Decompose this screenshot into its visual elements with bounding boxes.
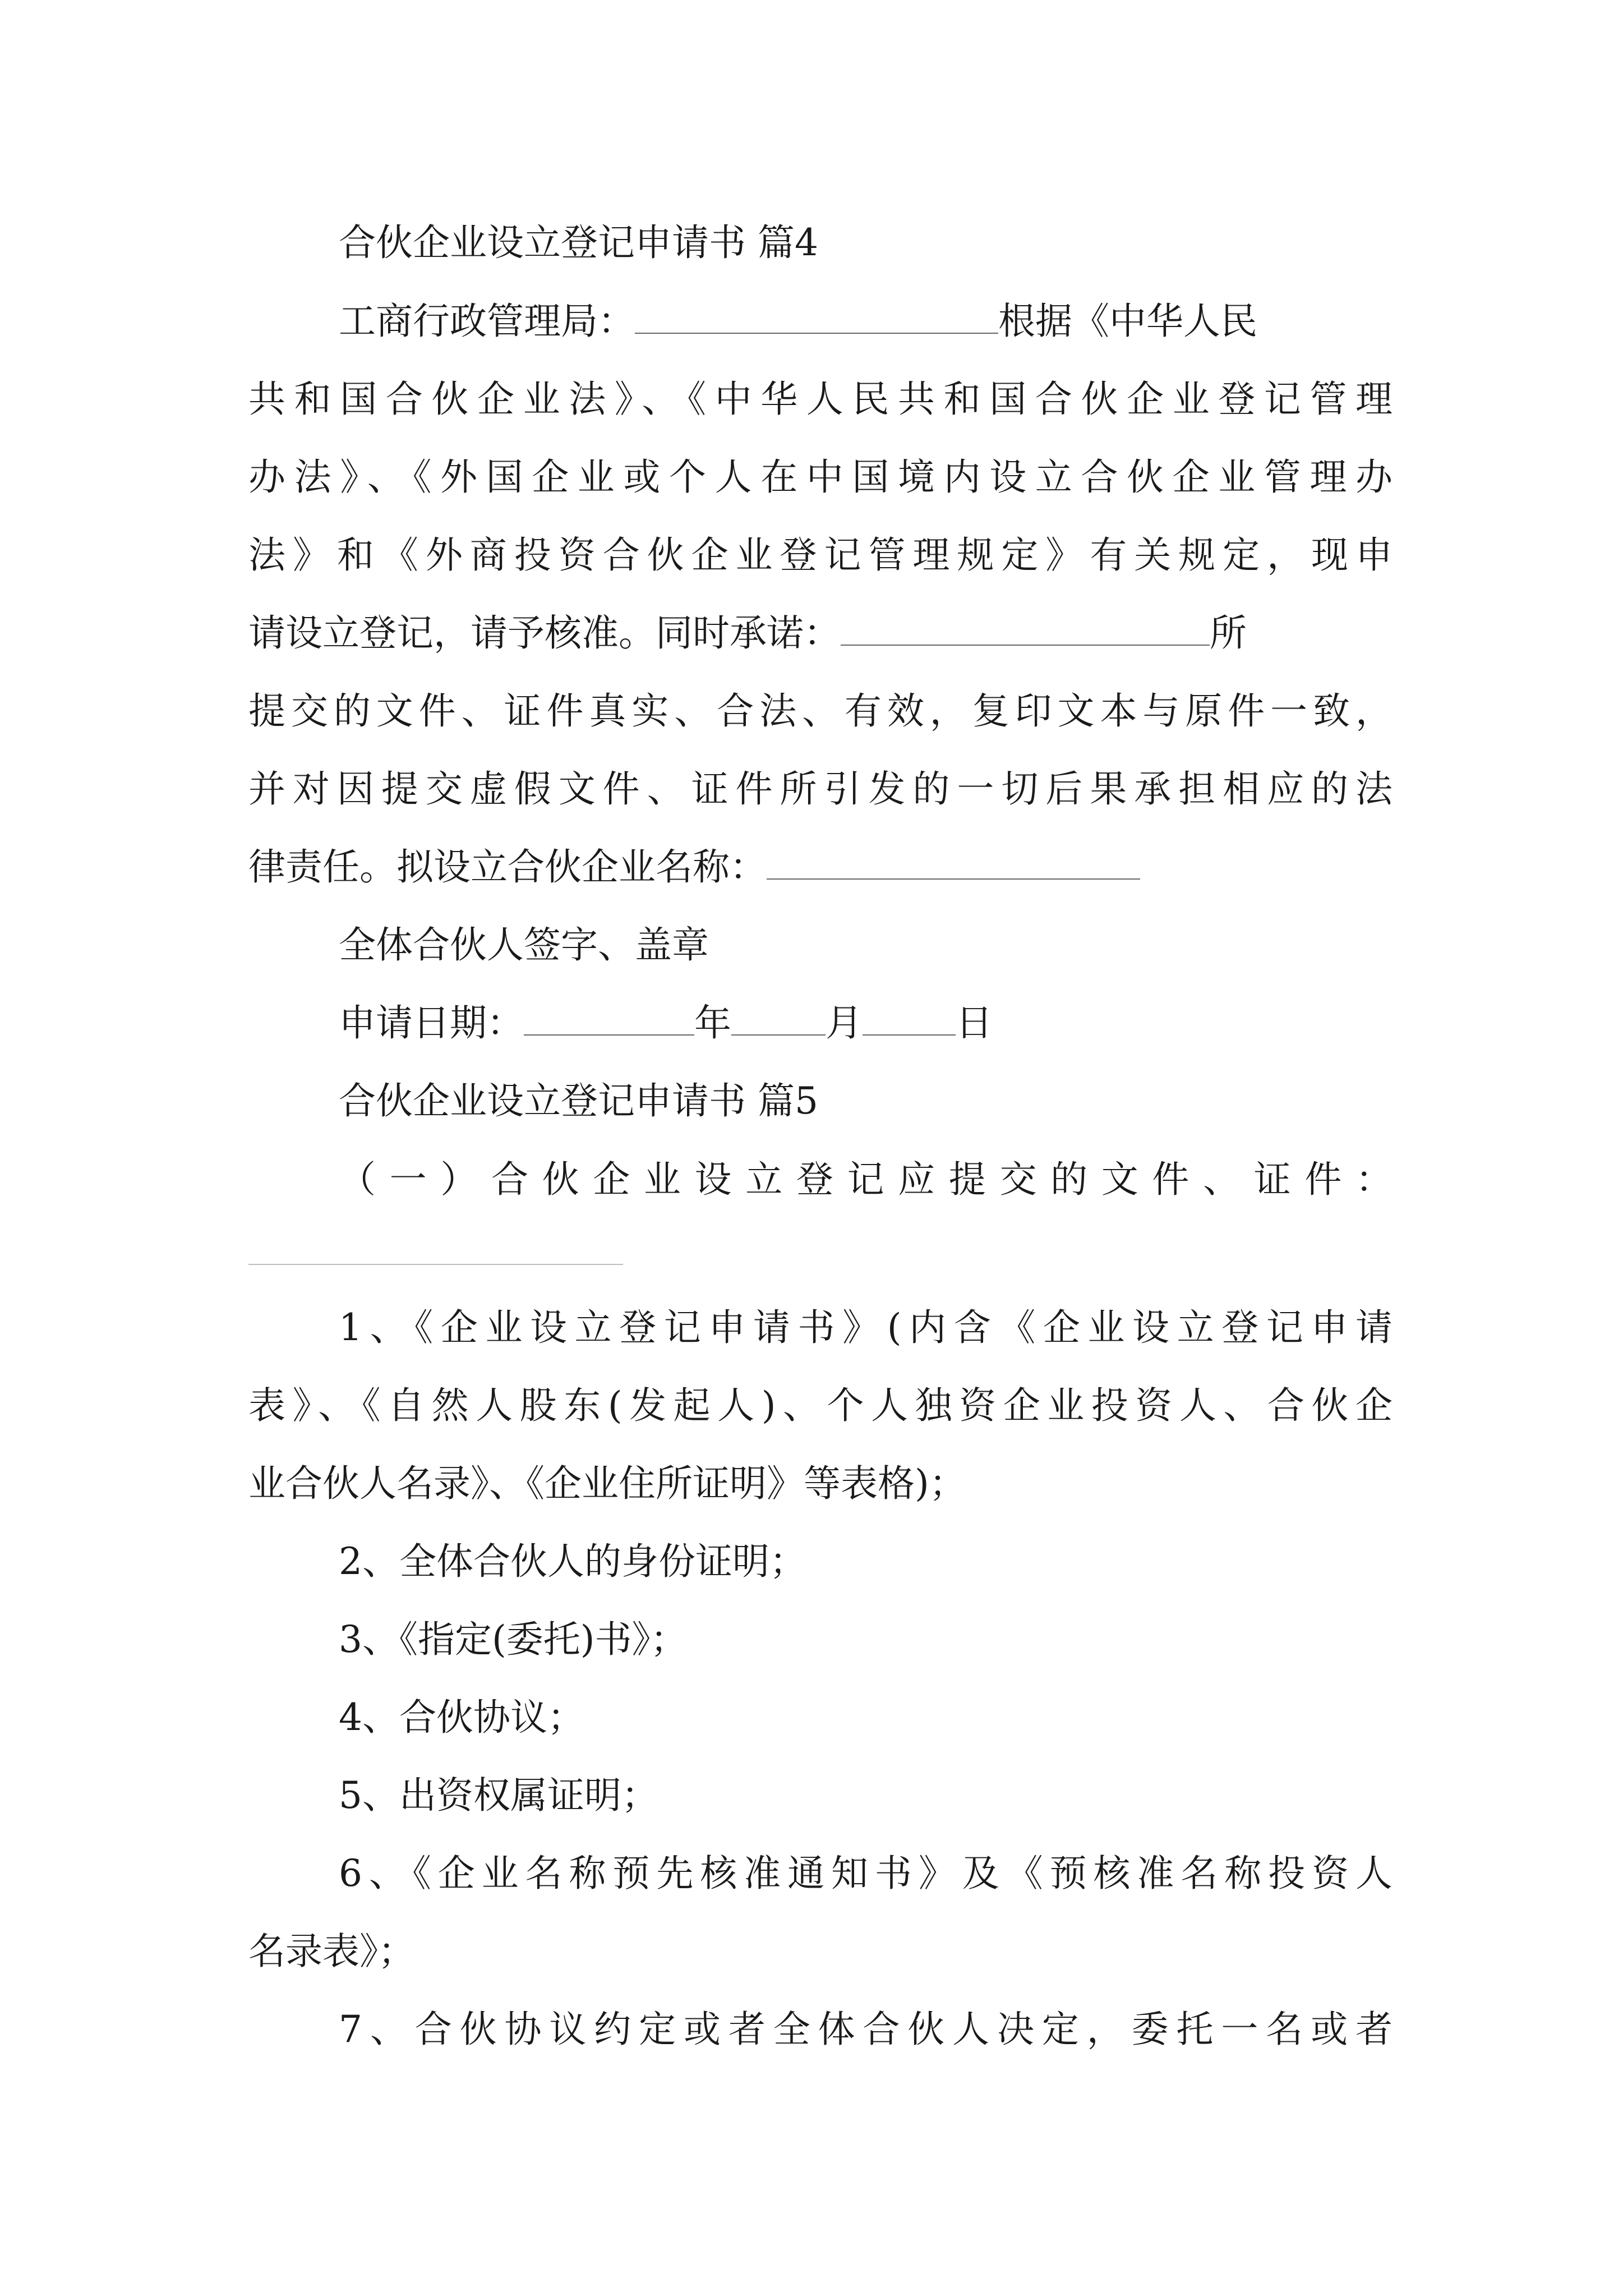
- addressee-label: 工商行政管理局：: [339, 300, 635, 343]
- month-blank: [731, 1034, 826, 1036]
- year-blank: [524, 1034, 694, 1036]
- section4-line4: 法》和《外商投资合伙企业登记管理规定》有关规定，现申: [248, 533, 1393, 577]
- section4-line2: 共和国合伙企业法》、《中华人民共和国合伙企业登记管理: [248, 378, 1393, 421]
- item2: 2、全体合伙人的身份证明；: [339, 1540, 806, 1583]
- item1-line1: 1、《企业设立登记申请书》(内含《企业设立登记申请: [339, 1306, 1393, 1349]
- month-label: 月: [826, 1001, 863, 1045]
- divider-rule: [248, 1264, 623, 1265]
- pledge-blank: [841, 644, 1210, 646]
- day-label: 日: [956, 1001, 993, 1045]
- item6-line1: 6、《企业名称预先核准通知书》及《预核准名称投资人: [339, 1852, 1393, 1895]
- item1-line3: 业合伙人名录》、《企业住所证明》等表格)；: [248, 1462, 966, 1505]
- application-date: [339, 1001, 993, 1045]
- section4-line8: [248, 845, 1140, 889]
- section4-line1: [339, 300, 1257, 343]
- pledge-label: 请设立登记，请予核准。同时承诺：: [248, 611, 841, 655]
- item4: 4、合伙协议；: [339, 1696, 584, 1739]
- signature-line: 全体合伙人签字、盖章: [339, 923, 709, 967]
- section4-title: 合伙企业设立登记申请书 篇4: [339, 221, 818, 264]
- item7-line1: 7、合伙协议约定或者全体合伙人决定，委托一名或者: [339, 2008, 1393, 2051]
- section4-line5: [248, 611, 1247, 655]
- year-label: 年: [694, 1001, 731, 1045]
- authority-blank: [635, 332, 998, 334]
- company-name-label: 律责任。拟设立合伙企业名称：: [248, 845, 767, 889]
- item1-line2: 表》、《自然人股东(发起人)、个人独资企业投资人、合伙企: [248, 1384, 1393, 1427]
- section4-line3: 办法》、《外国企业或个人在中国境内设立合伙企业管理办: [248, 455, 1393, 499]
- item3: 3、《指定(委托)书》；: [339, 1618, 688, 1661]
- line1-suffix: 根据《中华人民: [998, 300, 1257, 343]
- section5-title: 合伙企业设立登记申请书 篇5: [339, 1079, 818, 1122]
- company-name-blank: [767, 878, 1140, 880]
- item6-line2: 名录表》；: [248, 1930, 415, 1973]
- section4-line7: 并对因提交虚假文件、证件所引发的一切后果承担相应的法: [248, 767, 1393, 811]
- date-label: 申请日期：: [339, 1001, 524, 1045]
- item5: 5、出资权属证明；: [339, 1774, 658, 1817]
- section5-subheading: （一）合伙企业设立登记应提交的文件、证件：: [339, 1158, 1393, 1201]
- day-blank: [863, 1034, 956, 1036]
- section4-line6: 提交的文件、证件真实、合法、有效，复印文本与原件一致，: [248, 689, 1393, 733]
- line5-suffix: 所: [1210, 611, 1247, 655]
